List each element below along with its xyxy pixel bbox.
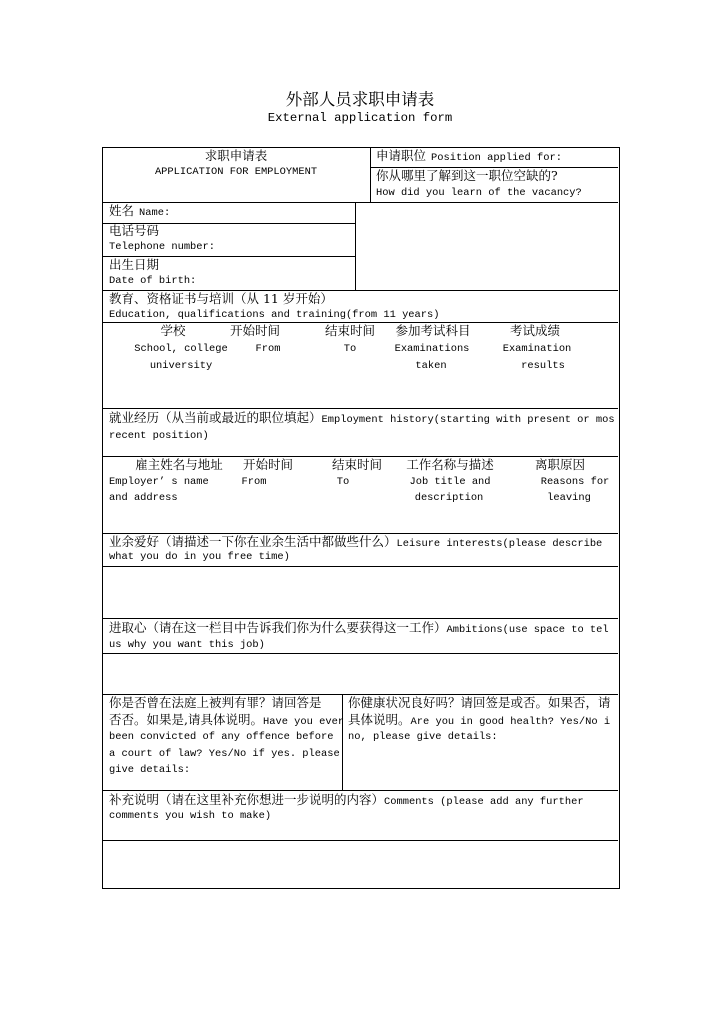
phone-label-zh: 电话号码	[109, 223, 160, 238]
position-applied-en: Position applied for:	[431, 152, 562, 164]
education-col-school-zh: 学校	[160, 323, 186, 338]
conviction-line-1: 你是否曾在法庭上被判有罪？请回答是	[109, 695, 322, 710]
education-col-results-en: Examination	[502, 343, 572, 355]
comments-title-en-2: comments you wish to make)	[109, 810, 272, 822]
conviction-line-2-zh: 否否。如果是,请具体说明。	[109, 712, 263, 727]
ambitions-title-en: Ambitions(use space to tel	[446, 624, 609, 636]
education-title-en: Education, qualifications and training(from 11 years)	[109, 309, 440, 321]
health-line-2-zh: 具体说明。	[348, 712, 411, 727]
employment-col-reasons-en: Reasons for	[540, 476, 610, 488]
form-name-zh: 求职申请表	[204, 148, 268, 163]
comments-title	[109, 792, 616, 808]
conviction-line-5: give details:	[109, 764, 191, 776]
ambitions-answer-area	[103, 654, 618, 694]
employment-col-to-zh: 结束时间	[331, 457, 383, 472]
conviction-line-2-en: Have you ever	[262, 716, 345, 728]
employment-col-from-zh: 开始时间	[242, 457, 294, 472]
education-col-from-en: From	[255, 343, 281, 355]
health-line-3: no, please give details:	[348, 731, 498, 743]
employment-title-en-2: recent position)	[109, 430, 209, 442]
employment-col-employer-en-2: and address	[109, 492, 178, 504]
position-applied-label	[376, 148, 562, 164]
employment-title-en: Employment history(starting with present or mos	[321, 414, 615, 426]
education-entries-area	[103, 375, 618, 408]
conviction-line-4: a court of law? Yes/No if yes. please	[109, 748, 340, 760]
table-column-rule	[342, 694, 343, 790]
table-rule	[102, 408, 618, 409]
education-col-to-zh: 结束时间	[324, 323, 376, 338]
education-col-to-en: To	[343, 343, 357, 355]
education-title-zh: 教育、资格证书与培训（从 11 岁开始）	[109, 291, 333, 306]
table-rule	[102, 790, 618, 791]
vacancy-source-en: How did you learn of the vacancy?	[376, 187, 582, 199]
employment-col-job-en: Job title and	[409, 476, 491, 488]
leisure-title	[109, 534, 616, 550]
education-col-from-zh: 开始时间	[229, 323, 281, 338]
leisure-answer-area	[103, 567, 618, 618]
health-line-1: 你健康状况良好吗？请回签是或否。如果否，请	[348, 695, 611, 710]
leisure-title-en: Leisure interests(please describe	[396, 538, 603, 550]
name-label	[109, 203, 170, 219]
ambitions-title-en-2: us why you want this job)	[109, 639, 265, 651]
leisure-title-zh: 业余爱好（请描述一下你在业余生活中都做些什么）	[109, 534, 397, 549]
comments-title-zh: 补充说明（请在这里补充你想进一步说明的内容）	[109, 792, 385, 807]
table-column-rule	[370, 147, 371, 202]
phone-label-en: Telephone number:	[109, 241, 216, 253]
employment-col-job-zh: 工作名称与描述	[406, 457, 494, 472]
ambitions-title	[109, 620, 616, 636]
employment-col-job-en-2: description	[414, 492, 484, 504]
employment-col-employer-en: Employer’ s name	[109, 476, 209, 488]
table-rule	[102, 618, 618, 619]
employment-title-zh: 就业经历（从当前或最近的职位填起）	[109, 410, 322, 425]
education-col-school-en: School, college	[134, 343, 228, 355]
employment-col-from-en: From	[241, 476, 267, 488]
education-col-school-en-2: university	[149, 360, 213, 372]
education-col-exams-zh: 参加考试科目	[395, 323, 471, 338]
health-line-2-en: Are you in good health? Yes/No i	[410, 716, 611, 728]
form-title: 外部人员求职申请表	[285, 90, 435, 109]
ambitions-title-zh: 进取心（请在这一栏目中告诉我们你为什么要获得这一工作）	[109, 620, 447, 635]
comments-title-en: Comments (please add any further	[384, 796, 584, 808]
employment-col-reasons-zh: 离职原因	[534, 457, 586, 472]
position-applied-zh: 申请职位	[376, 148, 427, 163]
conviction-line-3: been convicted of any offence before	[109, 731, 334, 743]
employment-entries-area	[103, 507, 618, 533]
education-col-exams-en-2: taken	[415, 360, 447, 372]
personal-info-side-cell	[356, 203, 618, 290]
employment-col-reasons-en-2: leaving	[547, 492, 591, 504]
comments-answer-area	[103, 841, 618, 887]
form-name-en: APPLICATION FOR EMPLOYMENT	[154, 166, 318, 178]
health-line-2	[348, 712, 616, 728]
employment-title	[109, 410, 616, 426]
employment-col-to-en: To	[336, 476, 350, 488]
employment-col-employer-zh: 雇主姓名与地址	[135, 457, 223, 472]
conviction-line-2	[109, 712, 344, 728]
name-label-en: Name:	[139, 207, 171, 219]
education-col-results-en-2: results	[521, 360, 565, 372]
dob-label-zh: 出生日期	[109, 257, 160, 272]
education-col-exams-en: Examinations	[394, 343, 470, 355]
form-subtitle: External application form	[267, 111, 453, 125]
name-label-zh: 姓名	[109, 203, 135, 218]
vacancy-source-zh: 你从哪里了解到这一职位空缺的?	[376, 168, 558, 183]
leisure-title-en-2: what you do in you free time)	[109, 551, 290, 563]
education-col-results-zh: 考试成绩	[509, 323, 561, 338]
dob-label-en: Date of birth:	[109, 275, 197, 287]
